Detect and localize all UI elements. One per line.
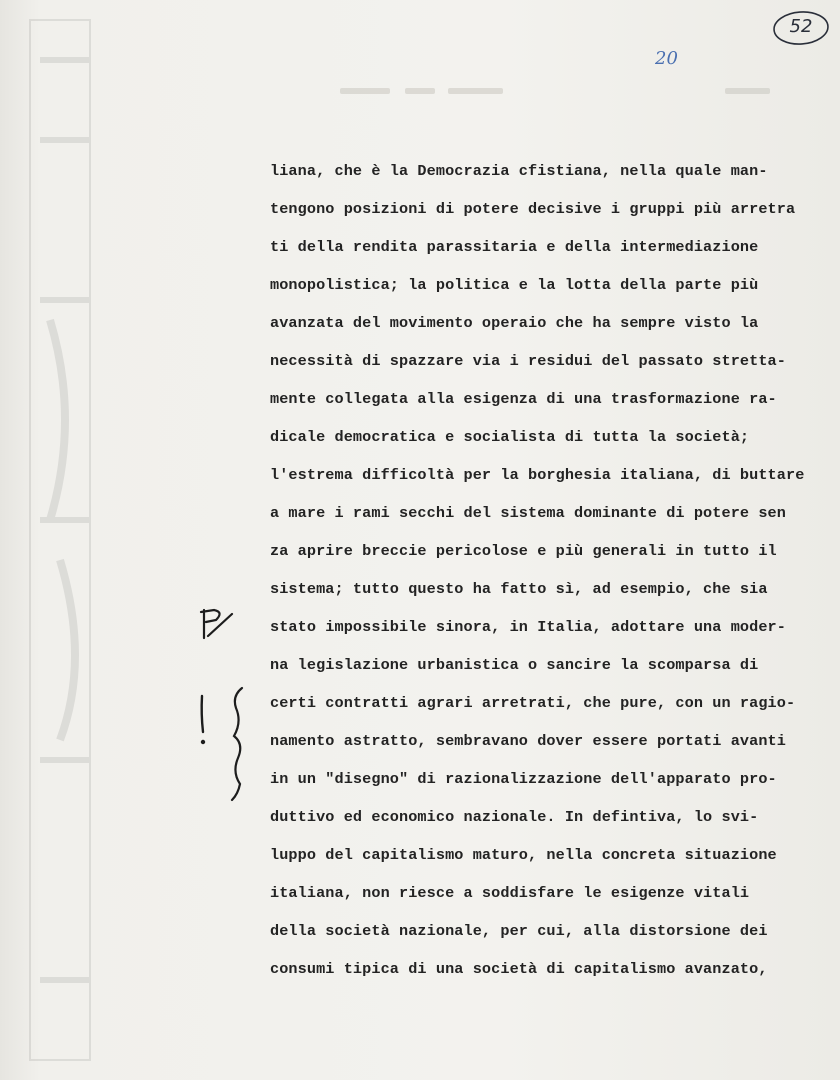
text-line: necessità di spazzare via i residui del passato stretta- (270, 352, 786, 370)
margin-brace-mark (224, 684, 258, 804)
handwritten-note: 20 (655, 48, 678, 69)
text-line: italiana, non riesce a soddisfare le esigenze vitali (270, 884, 750, 902)
text-line: della società nazionale, per cui, alla distorsione dei (270, 922, 768, 940)
typed-paragraph (270, 156, 840, 992)
text-line: liana, che è la Democrazia cfistiana, nella quale man- (270, 162, 768, 180)
margin-brace-label: } (224, 684, 225, 685)
text-line: mente collegata alla esigenza di una trasformazione ra- (270, 390, 777, 408)
page-number (770, 8, 832, 48)
text-line: tengono posizioni di potere decisive i gruppi più arretra (270, 200, 796, 218)
margin-exclamation-label: ! (192, 692, 193, 693)
ghost-header-mark (725, 88, 770, 94)
text-line: za aprire breccie pericolose e più generali in tutto il (270, 542, 777, 560)
text-line: duttivo ed economico nazionale. In defintiva, lo svi- (270, 808, 759, 826)
text-line: dicale democratica e socialista di tutta la società; (270, 428, 750, 446)
text-line: sistema; tutto questo ha fatto sì, ad esempio, che sia (270, 580, 768, 598)
bleed-through-decoration (10, 0, 120, 1080)
text-line: luppo del capitalismo maturo, nella concreta situazione (270, 846, 777, 864)
ghost-header-mark (340, 88, 390, 94)
text-line: namento astratto, sembravano dover essere portati avanti (270, 732, 786, 750)
text-line: monopolistica; la politica e la lotta della parte più (270, 276, 759, 294)
text-line: ti della rendita parassitaria e della intermediazione (270, 238, 759, 256)
text-line: na legislazione urbanistica o sancire la scomparsa di (270, 656, 759, 674)
text-line: consumi tipica di una società di capitalismo avanzato, (270, 960, 768, 978)
text-line: in un "disegno" di razionalizzazione dell'apparato pro- (270, 770, 777, 788)
ghost-header-mark (405, 88, 435, 94)
margin-exclamation-mark (192, 692, 212, 754)
ghost-header-mark (448, 88, 503, 94)
margin-pr-label: ℙ (198, 606, 199, 607)
text-line: avanzata del movimento operaio che ha sempre visto la (270, 314, 759, 332)
text-line: l'estrema difficoltà per la borghesia italiana, di buttare (270, 466, 805, 484)
page-number-text: 52 (789, 16, 813, 37)
text-line: certi contratti agrari arretrati, che pure, con un ragio- (270, 694, 796, 712)
text-line: a mare i rami secchi del sistema dominante di potere sen (270, 504, 786, 522)
text-line: stato impossibile sinora, in Italia, adottare una moder- (270, 618, 786, 636)
margin-pr-mark (198, 606, 236, 642)
